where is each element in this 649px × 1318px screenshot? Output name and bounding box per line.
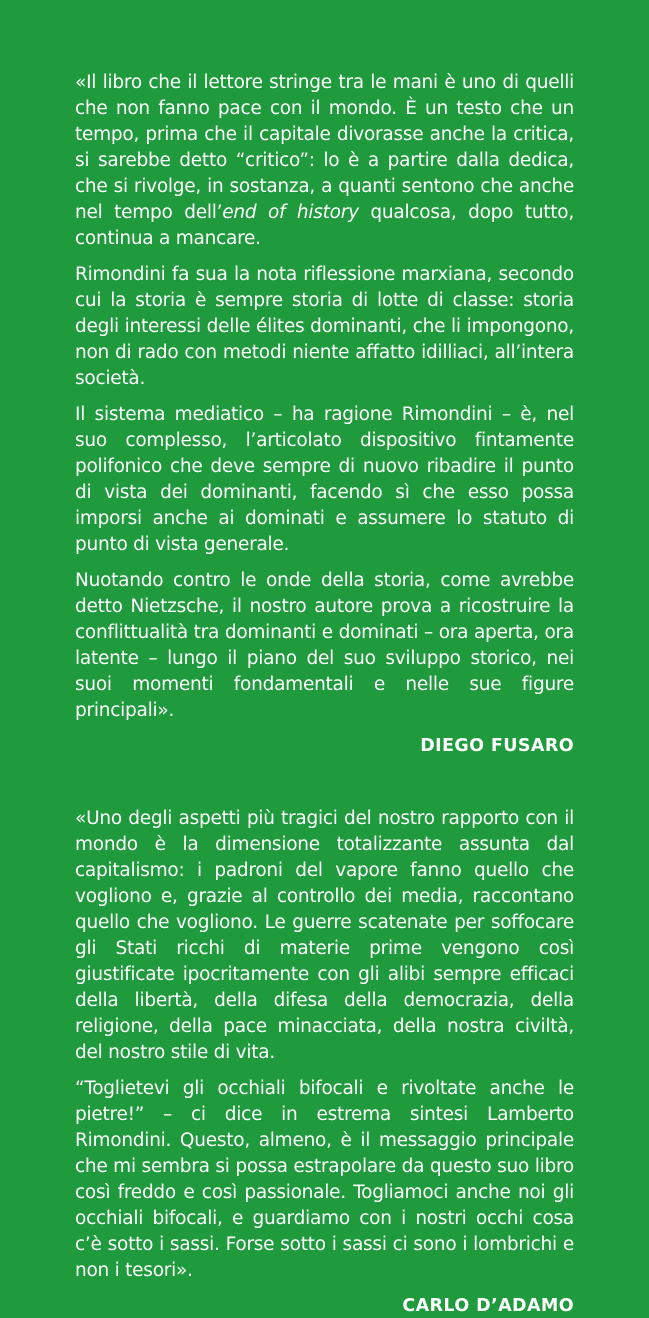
quote-paragraph xyxy=(75,402,574,558)
paragraph-text: Nuotando contro le onde della storia, come avrebbe detto Nietzsche, il nostro autore prova a ricostruire la conflittualità tra dominanti e dominati – ora aperta, ora latente – lungo il piano del suo sviluppo storico, nei suoi momenti fondamentali e nelle sue figure principali». xyxy=(75,570,574,721)
paragraph-text: «Il libro che il lettore stringe tra le mani è uno di quelli che non fanno pace con il mondo. È un testo che un tempo, prima che il capitale divorasse anche la critica, si sarebbe detto “critico”: lo è a partire dalla dedica, che si rivolge, in sostanza, a quanti sentono che anche nel tempo dell’ xyxy=(75,72,574,223)
quote-paragraph xyxy=(75,806,574,1066)
quote-paragraph xyxy=(75,262,574,392)
quote-author: DIEGO FUSARO xyxy=(420,736,574,756)
paragraph-text: Il sistema mediatico – ha ragione Rimondini – è, nel suo complesso, l’articolato dispositivo fintamente polifonico che deve sempre di nuovo ribadire il punto di vista dei dominanti, facendo sì che esso possa imporsi anche ai dominati e assumere lo statuto di punto di vista generale. xyxy=(75,404,574,555)
quote-paragraph xyxy=(75,70,574,252)
quote-author: CARLO D’ADAMO xyxy=(402,1296,574,1316)
paragraph-text: Rimondini fa sua la nota riflessione marxiana, secondo cui la storia è sempre storia di lotte di classe: storia degli interessi delle élites dominanti, che li impongono, non di rado con metodi niente affatto idilliaci, all’intera società. xyxy=(75,264,574,389)
quote-paragraph xyxy=(75,568,574,724)
paragraph-italic-text: end of history xyxy=(222,202,359,223)
paragraph-text: “Toglietevi gli occhiali bifocali e rivoltate anche le pietre!” – ci dice in estrema sintesi Lamberto Rimondini. Questo, almeno, è il messaggio principale che mi sembra si possa estrapolare da questo suo libro così freddo e così passionale. Togliamoci anche noi gli occhiali bifocali, e guardiamo con i nostri occhi cosa c’è sotto i sassi. Forse sotto i sassi ci sono i lombrichi e non i tesori». xyxy=(75,1078,574,1281)
paragraph-text: qualcosa, dopo tutto, continua a mancare. xyxy=(75,202,574,249)
paragraph-text: «Uno degli aspetti più tragici del nostro rapporto con il mondo è la dimensione totalizzante assunta dal capitalismo: i padroni del vapore fanno quello che vogliono e, grazie al controllo dei media, raccontano quello che vogliono. Le guerre scatenate per soffocare gli Stati ricchi di materie prime vengono così giustificate ipocritamente con gli alibi sempre efficaci della libertà, della difesa della democrazia, della religione, della pace minacciata, della nostra civiltà, del nostro stile di vita. xyxy=(75,808,574,1063)
quote-dadamo xyxy=(75,806,574,1318)
quote-fusaro xyxy=(75,70,574,758)
quote-paragraph xyxy=(75,1076,574,1284)
